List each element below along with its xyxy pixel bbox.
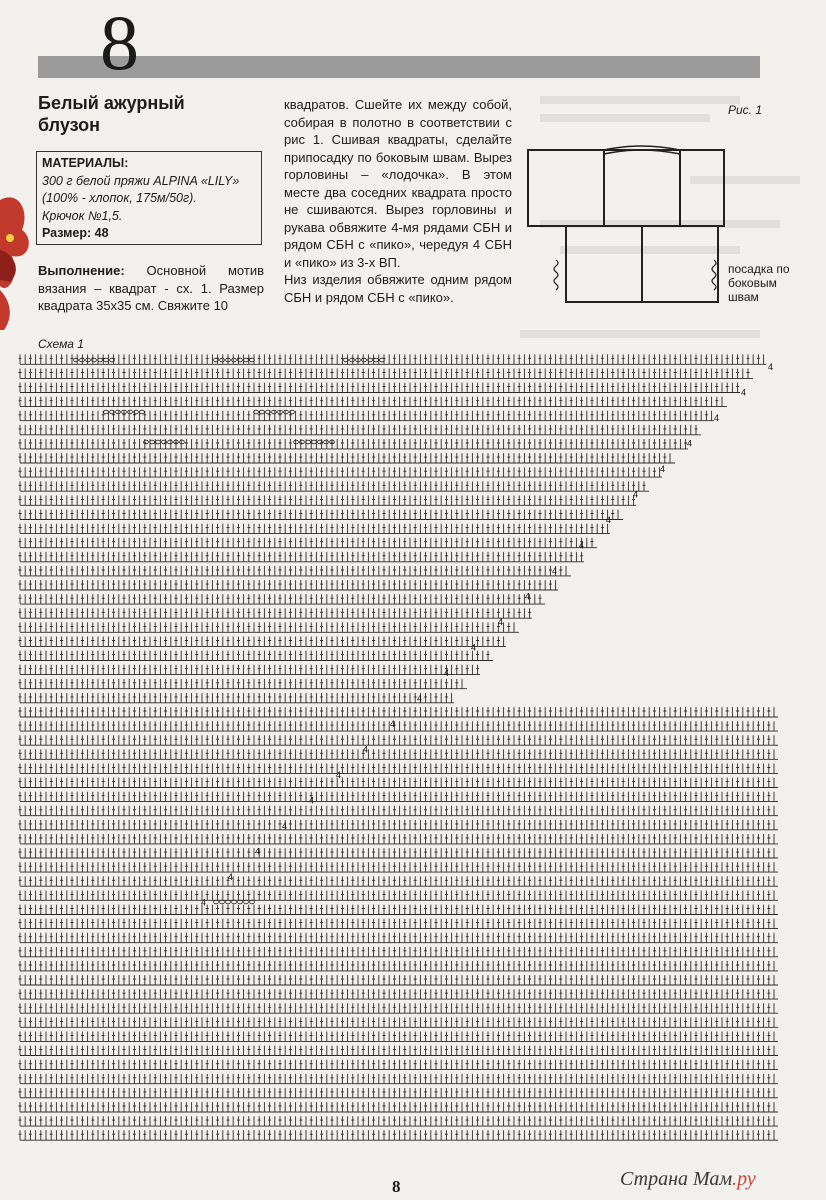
- procedure-lead: Выполнение:: [38, 263, 125, 278]
- chain-stitch: [324, 440, 329, 444]
- watermark-text: Страна Мам: [620, 1168, 733, 1190]
- assembly-diagram: [522, 140, 732, 310]
- chain-stitch: [284, 410, 289, 414]
- round-marker: 4: [201, 897, 207, 908]
- header-band: [38, 56, 760, 78]
- page-title: Белый ажурный блузон: [38, 93, 185, 135]
- chain-stitch: [74, 358, 79, 362]
- round-marker: 4: [417, 693, 423, 704]
- instructions-column: [284, 96, 512, 306]
- materials-composition: (100% - хлопок, 175м/50г).: [42, 191, 197, 205]
- flower-decoration-icon: [0, 190, 36, 340]
- chain-stitch: [140, 410, 145, 414]
- round-marker: 4: [768, 362, 774, 372]
- round-marker: 4: [282, 821, 288, 831]
- page-number: 8: [392, 1177, 401, 1196]
- chain-stitch: [104, 410, 109, 414]
- chain-stitch: [156, 440, 161, 444]
- round-marker: 4: [687, 438, 693, 449]
- chain-stitch: [104, 358, 109, 362]
- round-marker: 4: [444, 668, 450, 678]
- round-marker: 4: [390, 719, 396, 729]
- materials-hook: Крючок №1,5.: [42, 208, 123, 223]
- round-marker: 4: [714, 413, 720, 423]
- round-marker: 4: [471, 642, 477, 653]
- round-marker: 4: [498, 617, 504, 627]
- round-marker: 4: [741, 387, 747, 398]
- round-marker: 4: [552, 566, 558, 576]
- round-marker: 4: [309, 795, 315, 806]
- chain-stitch: [168, 440, 173, 444]
- crochet-chart: [16, 352, 786, 1142]
- round-marker: 4: [336, 770, 342, 780]
- chain-stitch: [220, 358, 225, 362]
- procedure-text: [38, 262, 264, 315]
- materials-box: [36, 151, 262, 245]
- chain-stitch: [244, 358, 249, 362]
- round-marker: 4: [228, 872, 234, 882]
- round-marker: 4: [363, 744, 369, 755]
- chart-label: Схема 1: [38, 337, 84, 351]
- section-number: 8: [100, 0, 139, 86]
- instructions-text: квадратов. Сшейте их между собой, собирая в полотно в соответствии с рис 1. Сшивая квадраты, сделайте припосадку по боковым швам. Вырез горловины – «лодочка». В этом месте два соседних квадрата просто не сшиваются. Вырез горловины и рукава обвяжите 4-мя рядами СБН и рядом СБН с «пико», чередуя 4 СБН и «пико» из 3-х ВП.: [284, 97, 512, 270]
- round-marker: 4: [525, 591, 531, 602]
- round-marker: 4: [579, 540, 585, 551]
- instructions-bottom-text: Низ изделия обвяжите одним рядом СБН и рядом СБН с «пико».: [284, 272, 512, 305]
- chain-stitch: [260, 410, 265, 414]
- materials-yarn: 300 г белой пряжи ALPINA «LILY»: [42, 173, 240, 188]
- chain-stitch: [312, 440, 317, 444]
- round-marker: 4: [606, 515, 612, 525]
- round-marker: 4: [660, 464, 666, 474]
- seam-note: посадка по боковым швам: [728, 262, 790, 304]
- chain-stitch: [128, 410, 133, 414]
- round-marker: 4: [633, 489, 639, 500]
- round-marker: 4: [255, 846, 261, 857]
- chain-stitch: [180, 440, 185, 444]
- figure-label: Рис. 1: [728, 103, 763, 117]
- chain-stitch: [272, 410, 277, 414]
- chain-stitch: [232, 358, 237, 362]
- materials-heading: МАТЕРИАЛЫ:: [42, 156, 129, 170]
- watermark-suffix: .ру: [732, 1168, 756, 1190]
- materials-size: Размер: 48: [42, 226, 109, 240]
- procedure-body: Основной мотив вязания – квадрат - сх. 1. Размер квадрата 35х35 см. Свяжите 10: [38, 263, 264, 313]
- chain-stitch: [374, 358, 379, 362]
- watermark-logo: [620, 1168, 756, 1191]
- chart-chain-loops: [74, 358, 385, 904]
- chain-stitch: [116, 410, 121, 414]
